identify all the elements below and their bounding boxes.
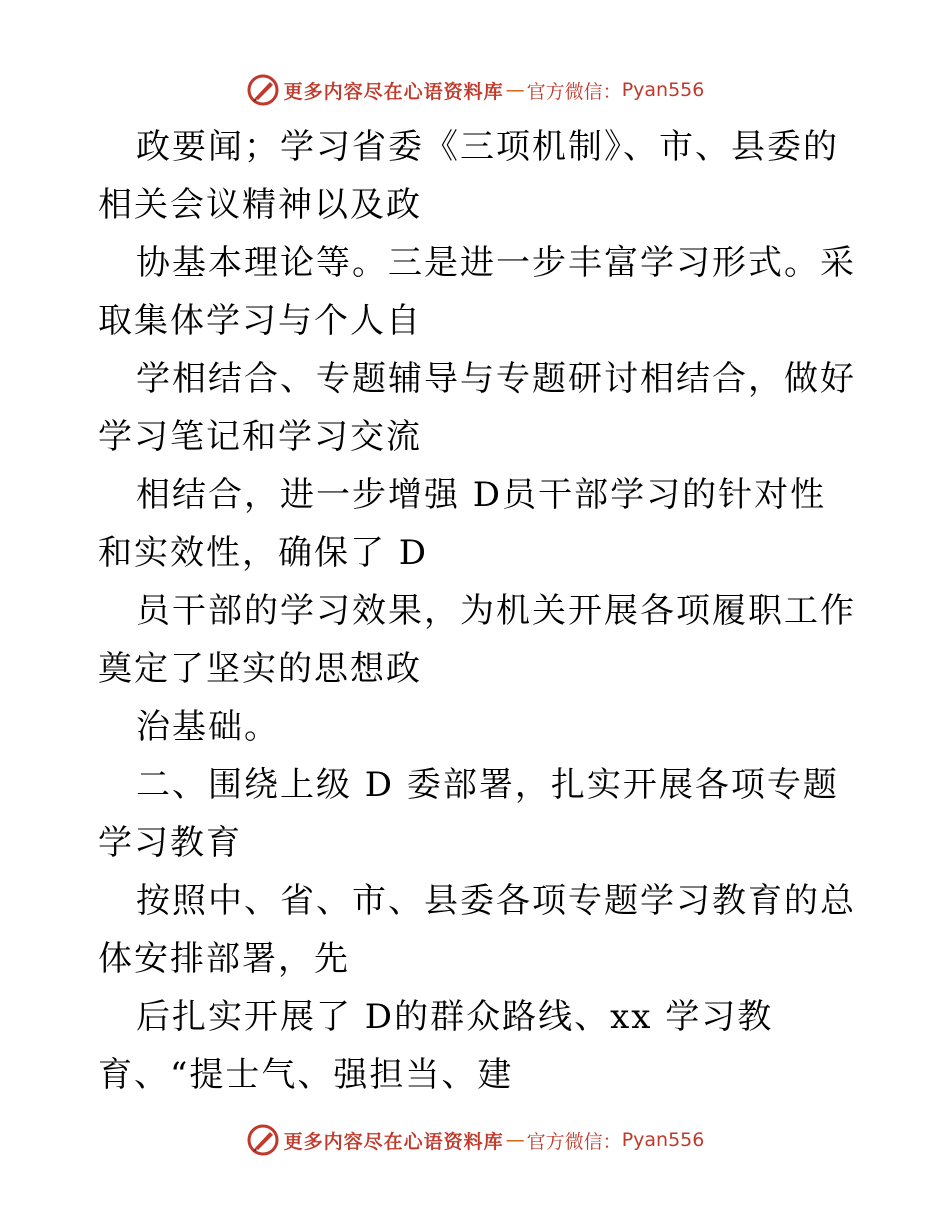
header-banner xyxy=(0,70,950,110)
footer-wechat-id: Pyan556 xyxy=(621,1129,705,1151)
paragraph-7: 按照中、省、市、县委各项专题学习教育的总体安排部署，先 xyxy=(98,881,856,979)
paragraph-5: 员干部的学习效果，为机关开展各项履职工作奠定了坚实的思想政 xyxy=(98,591,856,689)
document-body xyxy=(98,118,858,1104)
logo-icon xyxy=(246,1123,280,1157)
paragraph-8: 后扎实开展了 D的群众路线、xx 学习教育、“提士气、强担当、建 xyxy=(98,997,774,1095)
header-separator: — xyxy=(505,79,525,101)
paragraph-1: 政要闻；学习省委《三项机制》、市、县委的相关会议精神以及政 xyxy=(98,127,839,225)
footer-wechat-label: 官方微信： xyxy=(526,1130,622,1153)
paragraph-2: 协基本理论等。三是进一步丰富学习形式。采取集体学习与个人自 xyxy=(98,243,856,341)
header-brand: 更多内容尽在心语资料库 xyxy=(283,80,504,103)
section-heading: 二、围绕上级 D 委部署，扎实开展各项专题学习教育 xyxy=(98,765,839,863)
footer-separator: — xyxy=(505,1129,525,1151)
paragraph-6: 治基础。 xyxy=(136,707,280,747)
header-wechat-label: 官方微信： xyxy=(526,80,622,103)
header-wechat-id: Pyan556 xyxy=(621,79,705,101)
footer-brand: 更多内容尽在心语资料库 xyxy=(283,1130,504,1153)
logo-icon xyxy=(246,73,280,107)
paragraph-4: 相结合，进一步增强 D员干部学习的针对性和实效性，确保了 D xyxy=(98,475,827,573)
footer-banner xyxy=(0,1120,950,1160)
paragraph-3: 学相结合、专题辅导与专题研讨相结合，做好学习笔记和学习交流 xyxy=(98,359,856,457)
